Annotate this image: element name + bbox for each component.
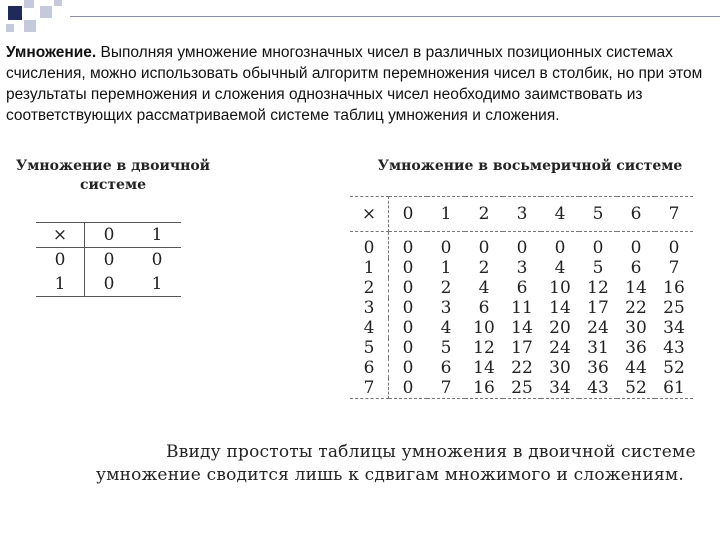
- table-cell: 0: [350, 232, 389, 259]
- table-cell: 6: [440, 358, 452, 378]
- table-cell: 17: [511, 338, 533, 358]
- table-cell: 4: [478, 278, 490, 298]
- binary-multiplication-table: [36, 222, 181, 297]
- table-cell: 22: [511, 358, 533, 378]
- table-cell: 16: [663, 278, 685, 298]
- table-cell: 31: [587, 338, 609, 358]
- table-cell: 0: [592, 238, 604, 258]
- table-cell: 1: [350, 258, 389, 278]
- table-cell: 0: [151, 250, 163, 270]
- footer-line2: умножение сводится лишь к сдвигам множимого и сложениям.: [96, 465, 684, 485]
- footer-note: [96, 441, 716, 487]
- table-cell: 14: [473, 358, 495, 378]
- table-cell: 14: [549, 298, 571, 318]
- table-row: [350, 338, 693, 358]
- table-cell: 52: [663, 358, 685, 378]
- table-cell: 2: [465, 197, 503, 232]
- table-cell: 1: [36, 272, 85, 297]
- table-cell: 0: [402, 278, 414, 298]
- table-row: [350, 258, 693, 278]
- table-cell: 43: [579, 378, 617, 399]
- deco-square: [40, 6, 52, 18]
- intro-body: Выполняя умножение многозначных чисел в различных позиционных системах счисления, можно использовать обычный алгоритм перемножения чисел в столбик, но при этом результаты перемножения и сложения однозначных чисел необходимо заимствовать из соответствующих рассматриваемой системе таблиц умножения и сложения.: [6, 44, 703, 124]
- table-cell: 30: [625, 318, 647, 338]
- table-cell: 0: [630, 238, 642, 258]
- table-header-row: [36, 223, 181, 248]
- table-cell: 1: [440, 258, 452, 278]
- table-cell: 10: [473, 318, 495, 338]
- table-cell: 12: [587, 278, 609, 298]
- table-cell: 20: [549, 318, 571, 338]
- table-cell: 3: [350, 298, 389, 318]
- table-row: [350, 232, 693, 259]
- table-cell: 0: [402, 298, 414, 318]
- table-cell: 5: [350, 338, 389, 358]
- table-cell: 7: [350, 378, 389, 399]
- table-row: [36, 272, 181, 297]
- table-cell: 6: [350, 358, 389, 378]
- table-cell: 1: [427, 197, 465, 232]
- deco-square: [24, 0, 34, 8]
- table-header-row: [350, 197, 693, 232]
- table-cell: 30: [549, 358, 571, 378]
- table-cell: 12: [473, 338, 495, 358]
- table-cell: 4: [440, 318, 452, 338]
- table-cell: 2: [350, 278, 389, 298]
- footer-line1: Ввиду простоты таблицы умножения в двоичной системе: [166, 442, 696, 462]
- table-cell: 0: [85, 272, 134, 297]
- table-cell: 0: [389, 378, 428, 399]
- table-cell: 1: [133, 223, 181, 248]
- table-row: [350, 378, 693, 399]
- table-row: [350, 358, 693, 378]
- table-cell: 0: [478, 238, 490, 258]
- table-cell: 24: [587, 318, 609, 338]
- binary-title-line2: системе: [79, 177, 147, 193]
- table-cell: 0: [554, 238, 566, 258]
- table-row: [350, 298, 693, 318]
- table-cell: 24: [549, 338, 571, 358]
- table-cell: 1: [133, 272, 181, 297]
- table-cell: 11: [511, 298, 533, 318]
- table-cell: 17: [587, 298, 609, 318]
- binary-table-title: [10, 157, 216, 195]
- table-cell: 0: [402, 338, 414, 358]
- decorative-header: [0, 0, 720, 40]
- table-cell: 0: [36, 248, 85, 273]
- table-cell: 0: [402, 258, 414, 278]
- table-cell: 3: [503, 197, 541, 232]
- table-cell: 5: [579, 197, 617, 232]
- intro-paragraph: [6, 42, 714, 126]
- table-cell: 44: [625, 358, 647, 378]
- table-cell: 6: [630, 258, 642, 278]
- table-cell: 36: [587, 358, 609, 378]
- table-cell: 14: [511, 318, 533, 338]
- table-cell: 0: [516, 238, 528, 258]
- table-cell: 0: [402, 358, 414, 378]
- table-cell: 0: [402, 238, 414, 258]
- table-cell: 52: [617, 378, 655, 399]
- intro-heading: Умножение.: [6, 44, 97, 61]
- table-cell: 4: [554, 258, 566, 278]
- table-row: [350, 318, 693, 338]
- binary-title-line1: Умножение в двоичной: [15, 158, 211, 174]
- table-cell: 3: [440, 298, 452, 318]
- table-cell: 36: [625, 338, 647, 358]
- table-cell: 4: [541, 197, 579, 232]
- table-cell: 5: [592, 258, 604, 278]
- table-cell: 61: [655, 378, 693, 399]
- table-cell: 7: [655, 197, 693, 232]
- table-cell: 6: [478, 298, 490, 318]
- table-cell: 34: [663, 318, 685, 338]
- table-cell: 10: [549, 278, 571, 298]
- header-rule: [70, 16, 720, 17]
- table-row: [36, 248, 181, 273]
- table-cell: 16: [465, 378, 503, 399]
- octal-table-title: Умножение в восьмеричной системе: [377, 158, 683, 174]
- table-cell: 0: [402, 318, 414, 338]
- octal-multiplication-table: [350, 196, 693, 399]
- deco-square: [24, 20, 36, 32]
- deco-square: [6, 24, 14, 32]
- table-cell: 34: [541, 378, 579, 399]
- table-cell: 6: [617, 197, 655, 232]
- table-cell: 4: [350, 318, 389, 338]
- table-cell: 22: [625, 298, 647, 318]
- table-cell: 6: [516, 278, 528, 298]
- table-cell: 0: [103, 250, 115, 270]
- table-cell: 7: [427, 378, 465, 399]
- table-cell: 25: [663, 298, 685, 318]
- table-cell: 2: [440, 278, 452, 298]
- table-cell: 7: [668, 258, 680, 278]
- table-cell: ×: [36, 223, 85, 248]
- table-cell: ×: [350, 197, 389, 232]
- table-cell: 14: [625, 278, 647, 298]
- table-row: [350, 278, 693, 298]
- table-cell: 0: [440, 238, 452, 258]
- table-cell: 5: [440, 338, 452, 358]
- deco-square: [8, 6, 22, 20]
- table-cell: 25: [503, 378, 541, 399]
- table-cell: 3: [516, 258, 528, 278]
- table-cell: 2: [478, 258, 490, 278]
- table-cell: 43: [663, 338, 685, 358]
- table-cell: 0: [389, 197, 428, 232]
- table-cell: 0: [85, 223, 134, 248]
- table-cell: 0: [668, 238, 680, 258]
- deco-square: [54, 0, 62, 6]
